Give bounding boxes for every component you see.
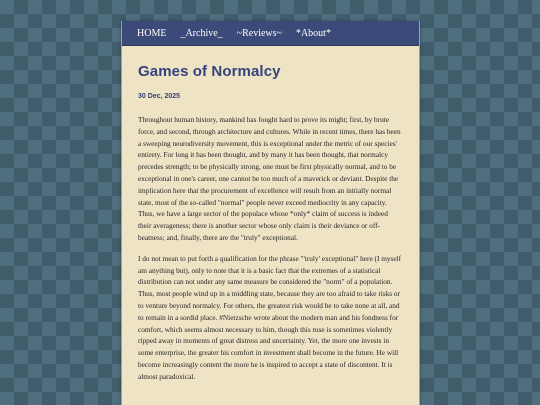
nav-about-link[interactable]: *About* bbox=[295, 27, 331, 39]
page-container bbox=[121, 21, 420, 405]
top-nav bbox=[122, 21, 419, 46]
nav-home-link[interactable]: HOME bbox=[137, 27, 167, 39]
nav-reviews-link[interactable]: ~Reviews~ bbox=[236, 27, 282, 39]
nav-archive-link[interactable]: _Archive_ bbox=[180, 27, 223, 39]
post-content bbox=[122, 46, 419, 383]
post-paragraph: Throughout human history, mankind has fought hard to prove its might; first, by brute force, and second, through architecture and cultures. While in recent times, there has been a sweeping neurodiversity movement, this is exceptional under the metric of our species' entirety. For long it has been thought, and by many it has been thought, that normalcy precedes strength; to be physically strong, one must be first physically normal, and to be exceptional in one's career, one cannot be too much of a maverick or deviant. Despite the implication here that the procurement of excellence will result from an initially normal state, most of the so-called "normal" people never exceed mediocrity in any capacity. Thus, we have a large sector of the populace whose *only* claim of success is indeed their averageness; there is another sector whose only claim is their deviance or off-beatness; and, finally, there are the "truly" exceptional. bbox=[138, 115, 401, 242]
post-title: Games of Normalcy bbox=[138, 63, 281, 80]
post-body bbox=[138, 114, 403, 383]
post-date: 30 Dec, 2025 bbox=[138, 93, 181, 100]
post-paragraph: I do not mean to put forth a qualification for the phrase "'truly' exceptional" here (I myself am anything but), only to note that it is a basic fact that the extremes of a statistical distribution can not under any same measure be considered the "norm" of a population. Thus, most people wind up in a middling state, because they are too afraid to take risks or to venture beyond normalcy. For others, the greatest risk would be to take none at all, and to remain in a sordid place. #Nietzsche wrote about the modern man and his fondness for comfort, which seems almost necessary to him, though this ruse is sometimes violently ripped away in moments of great distress and uncertainty. Yet, the more one invests in some enterprise, the greater his comfort in investment shall become in the future. He will become increasingly content the more he is inspired to accept a state of discontent. It is almost paradoxical. bbox=[138, 253, 402, 381]
